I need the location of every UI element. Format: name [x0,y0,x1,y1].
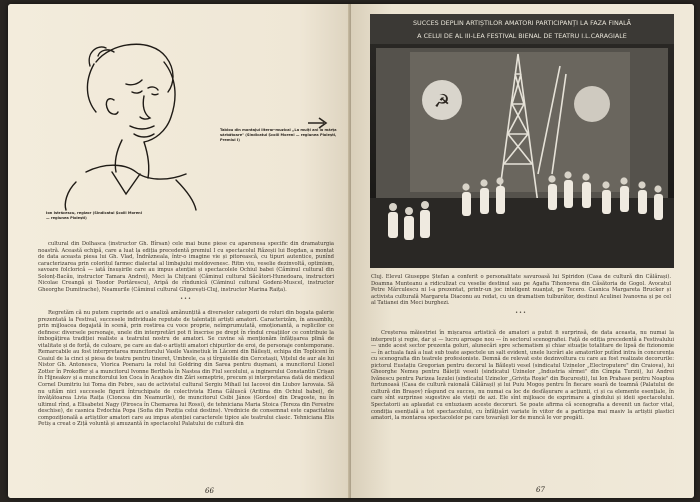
page-number: 66 [205,487,214,495]
left-paragraph-1 [38,241,334,305]
banner-line-2: A CELUI DE AL III-LEA FESTIVAL BIENAL DE TEATRU I.L.CARAGIALE [417,32,627,40]
section-separator: ••• [180,296,192,303]
photo-side-caption: Tablou din montajul literar-muzical „La mulți ani la mărța sărbătoare" (Sindicatul Școlii Moreni — regiunea Ploiești, Premiul I) [220,128,337,142]
left-page [8,4,351,498]
section-separator: ••• [515,309,527,316]
paragraph-text: Regretăm că nu putem cuprinde aci o analiză amănunțită a diverselor categorii de roluri din bogata galerie prezentată la Festival, succesele individuale reputate de talentații artiști amatori. Caracterizăm, în ansamblu, prin mijloacea degajată în scenă, prin rostirea cu voce proprie, neîmprumutată, emoționantă, a replicilor ce definesc diversele personaje, unele din interpretări pot fi înscrise pe drept în rîndul creațiilor ce contribuie la îmbogățirea tradiției realiste a teatrului nostru de amatori. Se cuvine să menționăm înfățișarea plină de vitalitate și de forță, de culoare, pe care au dat-o artiștii amatori chipurilor de eroi, de personaje contemporane. Remarcabile au fost interpretarea muncitorului Vasile Vasinetiuk în Lăcomi din Băilești, echipa din Topliceni în Ceaiul de la cinci și piesa de teatru pentru tineret, Umbrele, ca și tîrguielile din Cercetașii, Vițelul de aur ale lui Nistor Gh. Antonescu, Viorica Poenaru la rolul lui Goldring din Sarea pentru dușmani, a muncitorul Lionel Zotter în Prokoffer și a muncitorul Ivonne Berthola în Nastea din Fiul secolului, a inginerului Constantin Crișan în Hijneakov și a muncitorului lon Coca în Acașhov din Zări semeptrie, precum și interpretarea dată de medicul Cornel Dumitriu lui Toma din Febre, sau de activistul cultural Sergiu Mihail lui Iacovoi din Liubov Iarovaia. Să nu uităm nici succesele figurii întruchipate de colectivista Elena Găluscă (Aritina din Ochiul babei), de învățătoarea Livia Raița (Cioncea din Neamurile), de muncitorul Csibi János (Gordos) din Dragoste, nu în ultimul rînd, a Elisabetei Nagy (Pirosca în Chemarea lui Rossi), de tehniciana Maria Stoica (Tereza din Ferestre deschise), de casnica Evdochia Popa (Sofia din Poziția celui destins). Vrednicie de consemnat este capacitatea compozițională a artiștilor amatori care au impus atenției caracterele tipice ale teatrului clasic. Tehniciana Elis Petiș a creat o Ziță voluntă și amuzantă în spectacolul Palatului de cultură din [38,310,334,428]
paragraph-text: cultural din Dolhasca (instructor Gh. Bîrsan) cele mai bune piese cu aparenesa specific din dramaturgia noastră. Această echipă, care a luat la ediția precedentă premiul I cu spectacolul Răzeșii lui Bogdan, a montat de data aceasta piesa lui Gh. Vlad, Îndrăzneala, într-o imagine vie și pitorească, cu tipuri autentice, punînd caracterizarea prin coloritul farmec dialectal al limbajului moldovenesc. Ritm viu, veselie dezinvoltă, optimism, savoare folclorică — iată însușirile care au impus atenției și spectacolele Ochiul babei (Căminul cultural din Solonț-Bacău, instructor Tamara Andrei), Meci la Chițcani (Căminul cultural Săcători-Hunedoara, instructori Nicolae Creangă și Teodor Portărescu), Aripă de rîndunică (Căminul cultural Godeni-Muscel, instructor Gheorghe Dumitrache), Neamurile (Căminul cultural Gligorești-Cluj, instructor Marina Raița). [38,241,334,293]
book-spread [8,4,694,498]
photo-caption-text [371,274,671,318]
left-paragraph-2 [38,310,334,428]
emblem-icon: ☭ [433,91,451,112]
banner-line-1: SUCCES DEPLIN ARTIȘTILOR AMATORI PARTICIPANȚI LA FAZA FINALĂ [412,19,632,27]
page-number: 67 [536,486,545,494]
right-page [351,4,694,498]
paragraph-text: Cluj. Elevul Giuseppe Ștefan a conferit o personalitate savuroasă lui Spiridon (Casa de cultură din Călărași). Doamna Munteanu a ridiculizat cu veselie destinul sau pe Agafia Tihonovna din Căsătoria de Gogol. Avocatul Petre Mărculescu ni l-a prezentat, printr-un joc inteligent nuanțat, pe Tecero. Casnica Margareta Brucker și activista culturală Margareta Diaconu au redat, cu un dramatism tulburător, destinul Aculinei Ivanovna și pe cel al Tatianei din Meci burghezi. [371,274,671,307]
right-paragraph [371,330,674,422]
portrait-caption: Ion Istrăcescu, regizor (Sindicatul Școlii Moreni — regiunea Ploiești) [46,211,142,220]
stage-photo [370,14,674,268]
paragraph-text: Creșterea măiestriei în mișcarea artistică de amatori a putut fi surprinsă, de data aceasta, nu numai la interpreți și regie, dar și — lucru aproape nou — în sectorul scenografiei. Față de ediția precedentă a Festivalului — unde acest sector prezenta goluri, alunecări spre schematism și chiar situație totalitare de lipsă de fizionomie — în actuala fază a luat sub toate aspectele un salt evident, unele lucrări ale amatorilor putînd intra în concurența cu scenografia din teatrele profesioniste. Demnă de relevat este dezinvoltura cu care au fost realizate decorurile: pictorul Eustațiu Gregorian pentru decorul la Băilești vesel (sindicatul Uzinelor „Electroputere" din Craiova), lui Gheorghe Nemeș pentru Băieții veseli (sindicatul Uzinelor „Industria sîrmei" din Cîmpia Turzii), lui Andrei Ivănescu pentru Parizea Iezulei (sindicatul Uzinelor „Grivița Roșie" din București), lui Ion Prahase pentru Noaptea furtunoasă (Casa de cultură raională Călărași) și lui Puiu Mogoș pentru În fiecare seară de toamnă (Palatului de cultură din Brașov) răspund cu succes, nu numai ca loc de desfășurare a acțiunii, ci și ca elemente esențiale, în care sînt surprinse sugestive ale vieții de azi. Ele sînt mijloace de exprimare a gîndului și ideii spectacolului. Spectatorii au aplaudat cu entuziasm aceste decoruri. Se poate afirma că scenografia a devenit un factor vital, condiția esențială a tot spectacolului, cu înfățișări variate în viitor de a participa mai masiv la artiștii plastici amatori, la montarea spectacolelor pe care tovarășii lor de muncă le vor pregăti. [371,330,674,422]
portrait-sketch [26,22,226,212]
